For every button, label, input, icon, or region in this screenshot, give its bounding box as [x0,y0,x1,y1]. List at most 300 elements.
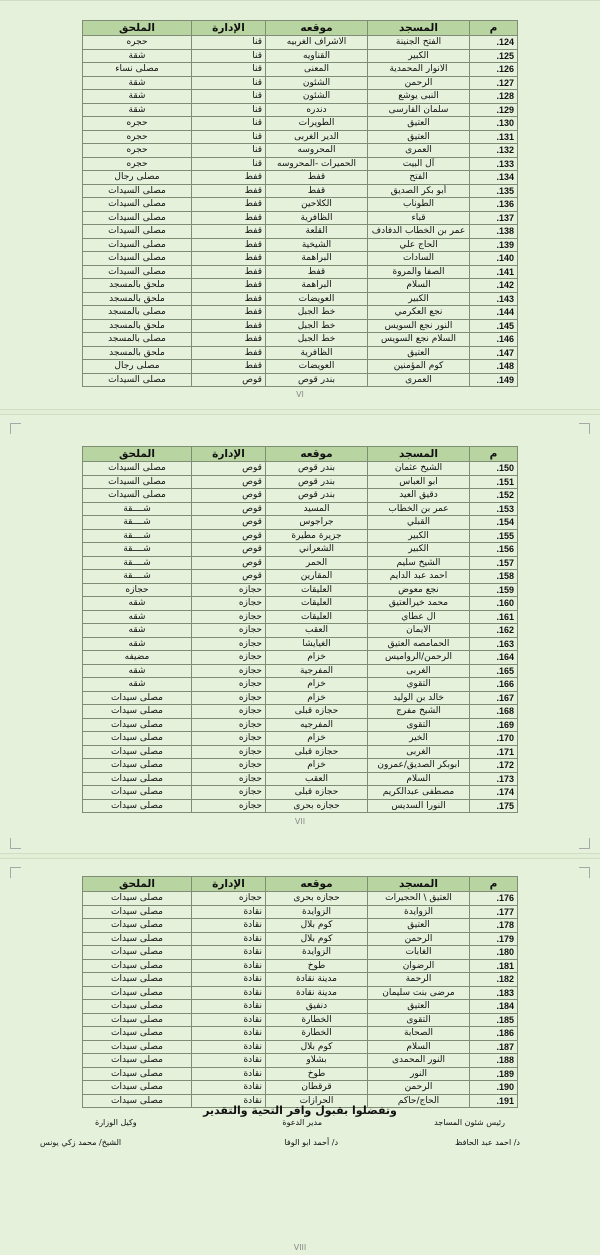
row-number: 179. [470,932,518,946]
row-number: 135. [470,184,518,198]
mosque-annex: شــــقة [83,516,192,530]
table-row [83,117,518,131]
mosque-annex: شــــقة [83,529,192,543]
mosque-name: الغربى [368,745,470,759]
row-number: 166. [470,678,518,692]
mosque-admin: قوص [192,462,266,476]
mosque-location: الخطارة [266,1027,368,1041]
table-row [83,583,518,597]
row-number: 187. [470,1040,518,1054]
mosque-admin: نقادة [192,1081,266,1095]
mosque-admin: نقادة [192,919,266,933]
mosque-location: الحرازات [266,1094,368,1108]
mosque-name: كوم المؤمنين [368,360,470,374]
table-row [83,959,518,973]
table-row [83,211,518,225]
row-number: 150. [470,462,518,476]
table-row [83,306,518,320]
table-row [83,919,518,933]
table-row [83,516,518,530]
mosque-admin: قفط [192,360,266,374]
row-number: 128. [470,90,518,104]
mosque-location: العقب [266,772,368,786]
mosque-name: ال عطاي [368,610,470,624]
mosque-annex: شقه [83,678,192,692]
mosque-admin: نقادة [192,986,266,1000]
mosque-admin: نقادة [192,905,266,919]
mosque-location: طوخ [266,959,368,973]
mosque-name: سلمان الفارسى [368,103,470,117]
table-row [83,502,518,516]
header-num: م [470,447,518,462]
mosque-name: العتيق [368,1000,470,1014]
table-row [83,49,518,63]
mosque-location: المعنى [266,63,368,77]
mosque-annex: حجره [83,36,192,50]
closing-line: وتفضلوا بقبول وافر التحية والتقدير [203,1104,397,1117]
table-row [83,292,518,306]
mosque-location: العقب [266,624,368,638]
mosque-location: الشئون [266,76,368,90]
mosque-annex: مصلى رجال [83,360,192,374]
mosque-annex: مصلى سيدات [83,718,192,732]
mosque-annex: مصلى سيدات [83,732,192,746]
mosque-location: الظافرية [266,346,368,360]
mosque-location: خزام [266,691,368,705]
row-number: 149. [470,373,518,387]
mosque-name: أبو بكر الصديق [368,184,470,198]
table-row [83,63,518,77]
mosque-admin: حجازه [192,664,266,678]
table-row [83,333,518,347]
mosque-admin: نقادة [192,959,266,973]
mosque-annex: ملحق بالمسجد [83,346,192,360]
mosque-name: الخير [368,732,470,746]
row-number: 169. [470,718,518,732]
row-number: 182. [470,973,518,987]
mosque-admin: قوص [192,529,266,543]
mosque-name: النورا السديس [368,799,470,813]
row-number: 143. [470,292,518,306]
mosque-admin: نقادة [192,1094,266,1108]
mosque-annex: مصلى سيدات [83,1000,192,1014]
mosque-name: قباء [368,211,470,225]
mosque-name: الكبير [368,49,470,63]
mosque-annex: مضيفه [83,651,192,665]
mosque-location: قرقطان [266,1081,368,1095]
mosque-location: حجازه قبلى [266,786,368,800]
mosque-annex: مصلى سيدات [83,1013,192,1027]
mosque-admin: قوص [192,516,266,530]
mosque-name: الشيخ عثمان [368,462,470,476]
mosque-admin: حجازه [192,637,266,651]
mosque-admin: قفط [192,346,266,360]
row-number: 168. [470,705,518,719]
table-row [83,892,518,906]
mosque-location: كوم بلال [266,1040,368,1054]
mosque-annex: مصلى السيدات [83,252,192,266]
table-row [83,624,518,638]
header-annex: الملحق [83,877,192,892]
mosque-name: محمد خيرالعتيق [368,597,470,611]
mosque-admin: قوص [192,543,266,557]
mosque-name: الفتح الجنينة [368,36,470,50]
mosque-admin: قنا [192,49,266,63]
mosque-name: الكبير [368,543,470,557]
mosque-name: دقيق العيد [368,489,470,503]
mosque-admin: قفط [192,252,266,266]
mosque-location: الظافرية [266,211,368,225]
table-row [83,475,518,489]
table-row [83,799,518,813]
mosque-name: الفتح [368,171,470,185]
mosque-annex: مصلى سيدات [83,1027,192,1041]
mosque-name: ابو العباس [368,475,470,489]
signature-name-left: الشيخ/ محمد زكي يونس [40,1138,122,1147]
document-page-1 [0,0,600,410]
mosque-annex: شقة [83,49,192,63]
row-number: 176. [470,892,518,906]
mosque-annex: مصلى سيدات [83,799,192,813]
mosque-admin: قفط [192,265,266,279]
table-row [83,36,518,50]
mosque-annex: مصلى سيدات [83,745,192,759]
mosque-location: خط الجبل [266,306,368,320]
document-page-2 [0,414,600,854]
row-number: 146. [470,333,518,347]
mosque-annex: مصلى بالمسجد [83,306,192,320]
row-number: 130. [470,117,518,131]
mosque-location: الشعراني [266,543,368,557]
mosque-name: الرضوان [368,959,470,973]
table-row [83,144,518,158]
table-row [83,664,518,678]
mosque-annex: مصلى سيدات [83,1040,192,1054]
mosque-admin: قفط [192,171,266,185]
mosque-admin: حجازه [192,624,266,638]
mosque-admin: حجازه [192,759,266,773]
mosque-admin: قفط [192,319,266,333]
mosque-admin: نقادة [192,932,266,946]
header-admin: الإدارة [192,877,266,892]
mosque-annex: مصلى سيدات [83,1054,192,1068]
mosque-location: العليقات [266,597,368,611]
mosque-admin: حجازه [192,772,266,786]
row-number: 174. [470,786,518,800]
mosque-location: قفط [266,171,368,185]
mosque-location: خزام [266,732,368,746]
mosque-admin: قفط [192,238,266,252]
mosque-annex: مصلى سيدات [83,946,192,960]
mosque-annex: ملحق بالمسجد [83,319,192,333]
mosque-location: قفط [266,265,368,279]
row-number: 173. [470,772,518,786]
mosque-annex: مصلى رجال [83,171,192,185]
row-number: 162. [470,624,518,638]
row-number: 140. [470,252,518,266]
mosque-location: بندر قوص [266,373,368,387]
mosque-name: عمر بن الخطاب [368,502,470,516]
signature-name-right: د/ احمد عبد الحافظ [455,1138,520,1147]
row-number: 127. [470,76,518,90]
row-number: 163. [470,637,518,651]
table-row [83,171,518,185]
mosque-name: الشيخ سليم [368,556,470,570]
mosque-name: النور المحمدى [368,1054,470,1068]
mosque-name: الانوار المحمدية [368,63,470,77]
mosque-location: بندر قوص [266,475,368,489]
header-location: موقعه [266,447,368,462]
row-number: 133. [470,157,518,171]
mosque-admin: نقادة [192,1000,266,1014]
row-number: 148. [470,360,518,374]
table-row [83,1000,518,1014]
mosque-annex: شــــقة [83,543,192,557]
mosque-name: الرحمن [368,76,470,90]
table-row [83,905,518,919]
mosque-name: العتيق [368,346,470,360]
mosque-admin: نقادة [192,1054,266,1068]
mosque-admin: نقادة [192,1040,266,1054]
table-row [83,986,518,1000]
mosque-admin: حجازه [192,678,266,692]
table-row [83,1040,518,1054]
mosque-admin: قفط [192,198,266,212]
row-number: 154. [470,516,518,530]
crop-mark [10,867,21,878]
mosque-annex: مصلى سيدات [83,959,192,973]
mosque-location: الخطارة [266,1013,368,1027]
table-row [83,556,518,570]
table-row [83,529,518,543]
row-number: 125. [470,49,518,63]
mosque-annex: شقه [83,597,192,611]
row-number: 129. [470,103,518,117]
mosque-admin: قنا [192,90,266,104]
page-number: VI [296,390,304,399]
mosque-admin: قفط [192,306,266,320]
mosque-annex: ملحق بالمسجد [83,279,192,293]
table-row [83,346,518,360]
row-number: 132. [470,144,518,158]
header-annex: الملحق [83,447,192,462]
mosque-admin: قنا [192,157,266,171]
mosque-admin: حجازه [192,732,266,746]
mosque-table-3 [82,876,518,1108]
mosque-admin: قوص [192,556,266,570]
mosque-name: مصطفى عبدالكريم [368,786,470,800]
row-number: 141. [470,265,518,279]
table-row [83,319,518,333]
mosque-annex: شقه [83,610,192,624]
mosque-name: الكبير [368,529,470,543]
mosque-location: حجازه بحرى [266,892,368,906]
table-row [83,225,518,239]
mosque-location: حجازه بحرى [266,799,368,813]
mosque-annex: مصلى سيدات [83,772,192,786]
mosque-admin: حجازه [192,651,266,665]
mosque-admin: حجازه [192,610,266,624]
mosque-annex: مصلى السيدات [83,462,192,476]
table-row [83,184,518,198]
row-number: 189. [470,1067,518,1081]
mosque-admin: حجازه [192,786,266,800]
table-row [83,252,518,266]
header-location: موقعه [266,21,368,36]
row-number: 138. [470,225,518,239]
table-row [83,90,518,104]
mosque-annex: حجره [83,117,192,131]
row-number: 171. [470,745,518,759]
table-row [83,373,518,387]
table-row [83,198,518,212]
row-number: 165. [470,664,518,678]
mosque-annex: مصلى السيدات [83,373,192,387]
mosque-location: دندره [266,103,368,117]
mosque-table-1 [82,20,518,387]
mosque-location: خط الجبل [266,333,368,347]
table-row [83,597,518,611]
mosque-annex: شقة [83,76,192,90]
table-row [83,462,518,476]
mosque-annex: مصلى السيدات [83,238,192,252]
table-row [83,745,518,759]
row-number: 186. [470,1027,518,1041]
mosque-location: الدير الغربى [266,130,368,144]
table-row [83,946,518,960]
row-number: 178. [470,919,518,933]
mosque-annex: شقه [83,664,192,678]
mosque-admin: قنا [192,130,266,144]
mosque-name: خالد بن الوليد [368,691,470,705]
header-mosque: المسجد [368,877,470,892]
mosque-admin: قنا [192,36,266,50]
mosque-name: النور [368,1067,470,1081]
row-number: 185. [470,1013,518,1027]
row-number: 157. [470,556,518,570]
header-mosque: المسجد [368,447,470,462]
mosque-location: بشلاو [266,1054,368,1068]
page-number: VII [294,817,306,826]
row-number: 184. [470,1000,518,1014]
mosque-name: السلام نجع السويس [368,333,470,347]
table-row [83,932,518,946]
table-row [83,570,518,584]
header-admin: الإدارة [192,21,266,36]
mosque-location: خط الجبل [266,319,368,333]
mosque-annex: شقه [83,637,192,651]
mosque-admin: قوص [192,373,266,387]
row-number: 172. [470,759,518,773]
mosque-location: البراهمة [266,279,368,293]
row-number: 167. [470,691,518,705]
mosque-location: حجازه قبلى [266,745,368,759]
mosque-admin: نقادة [192,1013,266,1027]
mosque-name: السلام [368,1040,470,1054]
mosque-name: الغربى [368,664,470,678]
mosque-annex: حجازه [83,583,192,597]
mosque-name: العمرى [368,144,470,158]
mosque-name: الايمان [368,624,470,638]
row-number: 126. [470,63,518,77]
mosque-name: عمر بن الخطاب الدفادف [368,225,470,239]
mosque-location: بندر قوص [266,489,368,503]
mosque-admin: حجازه [192,718,266,732]
table-row [83,759,518,773]
mosque-name: الصحابة [368,1027,470,1041]
mosque-location: المسيد [266,502,368,516]
crop-mark [10,423,21,434]
mosque-admin: نقادة [192,1027,266,1041]
row-number: 155. [470,529,518,543]
mosque-location: خزام [266,678,368,692]
mosque-table-2 [82,446,518,813]
mosque-name: الحاج/حاكم [368,1094,470,1108]
signature-title-left: وكيل الوزارة [95,1118,137,1127]
header-annex: الملحق [83,21,192,36]
mosque-name: العتيق [368,130,470,144]
mosque-location: الطويرات [266,117,368,131]
mosque-location: قفط [266,184,368,198]
mosque-admin: نقادة [192,1067,266,1081]
table-row [83,772,518,786]
row-number: 181. [470,959,518,973]
mosque-location: كوم بلال [266,919,368,933]
mosque-location: المفرجيه [266,718,368,732]
page-number: VIII [293,1243,307,1252]
mosque-name: الزوايدة [368,905,470,919]
table-row [83,705,518,719]
mosque-admin: حجازه [192,892,266,906]
mosque-location: القلعة [266,225,368,239]
mosque-location: الشيخية [266,238,368,252]
mosque-admin: قفط [192,292,266,306]
signature-title-middle: مدير الدعوة [282,1118,322,1127]
row-number: 137. [470,211,518,225]
row-number: 191. [470,1094,518,1108]
mosque-admin: قفط [192,211,266,225]
table-row [83,360,518,374]
mosque-admin: قفط [192,333,266,347]
row-number: 161. [470,610,518,624]
mosque-admin: قفط [192,279,266,293]
row-number: 158. [470,570,518,584]
table-row [83,637,518,651]
row-number: 153. [470,502,518,516]
mosque-annex: مصلى سيدات [83,905,192,919]
mosque-location: العويضات [266,292,368,306]
mosque-location: العليقات [266,583,368,597]
crop-mark [579,423,590,434]
table-row [83,130,518,144]
mosque-location: الغيايشا [266,637,368,651]
table-row [83,973,518,987]
mosque-annex: حجره [83,144,192,158]
mosque-name: القبلي [368,516,470,530]
table-row [83,1027,518,1041]
mosque-annex: مصلى سيدات [83,759,192,773]
table-row [83,1054,518,1068]
mosque-name: التقوى [368,1013,470,1027]
table-row [83,718,518,732]
mosque-admin: قوص [192,489,266,503]
mosque-admin: قنا [192,76,266,90]
table-row [83,610,518,624]
mosque-name: الكبير [368,292,470,306]
mosque-annex: شــــقة [83,556,192,570]
mosque-location: الحميرات -المحروسه [266,157,368,171]
row-number: 147. [470,346,518,360]
